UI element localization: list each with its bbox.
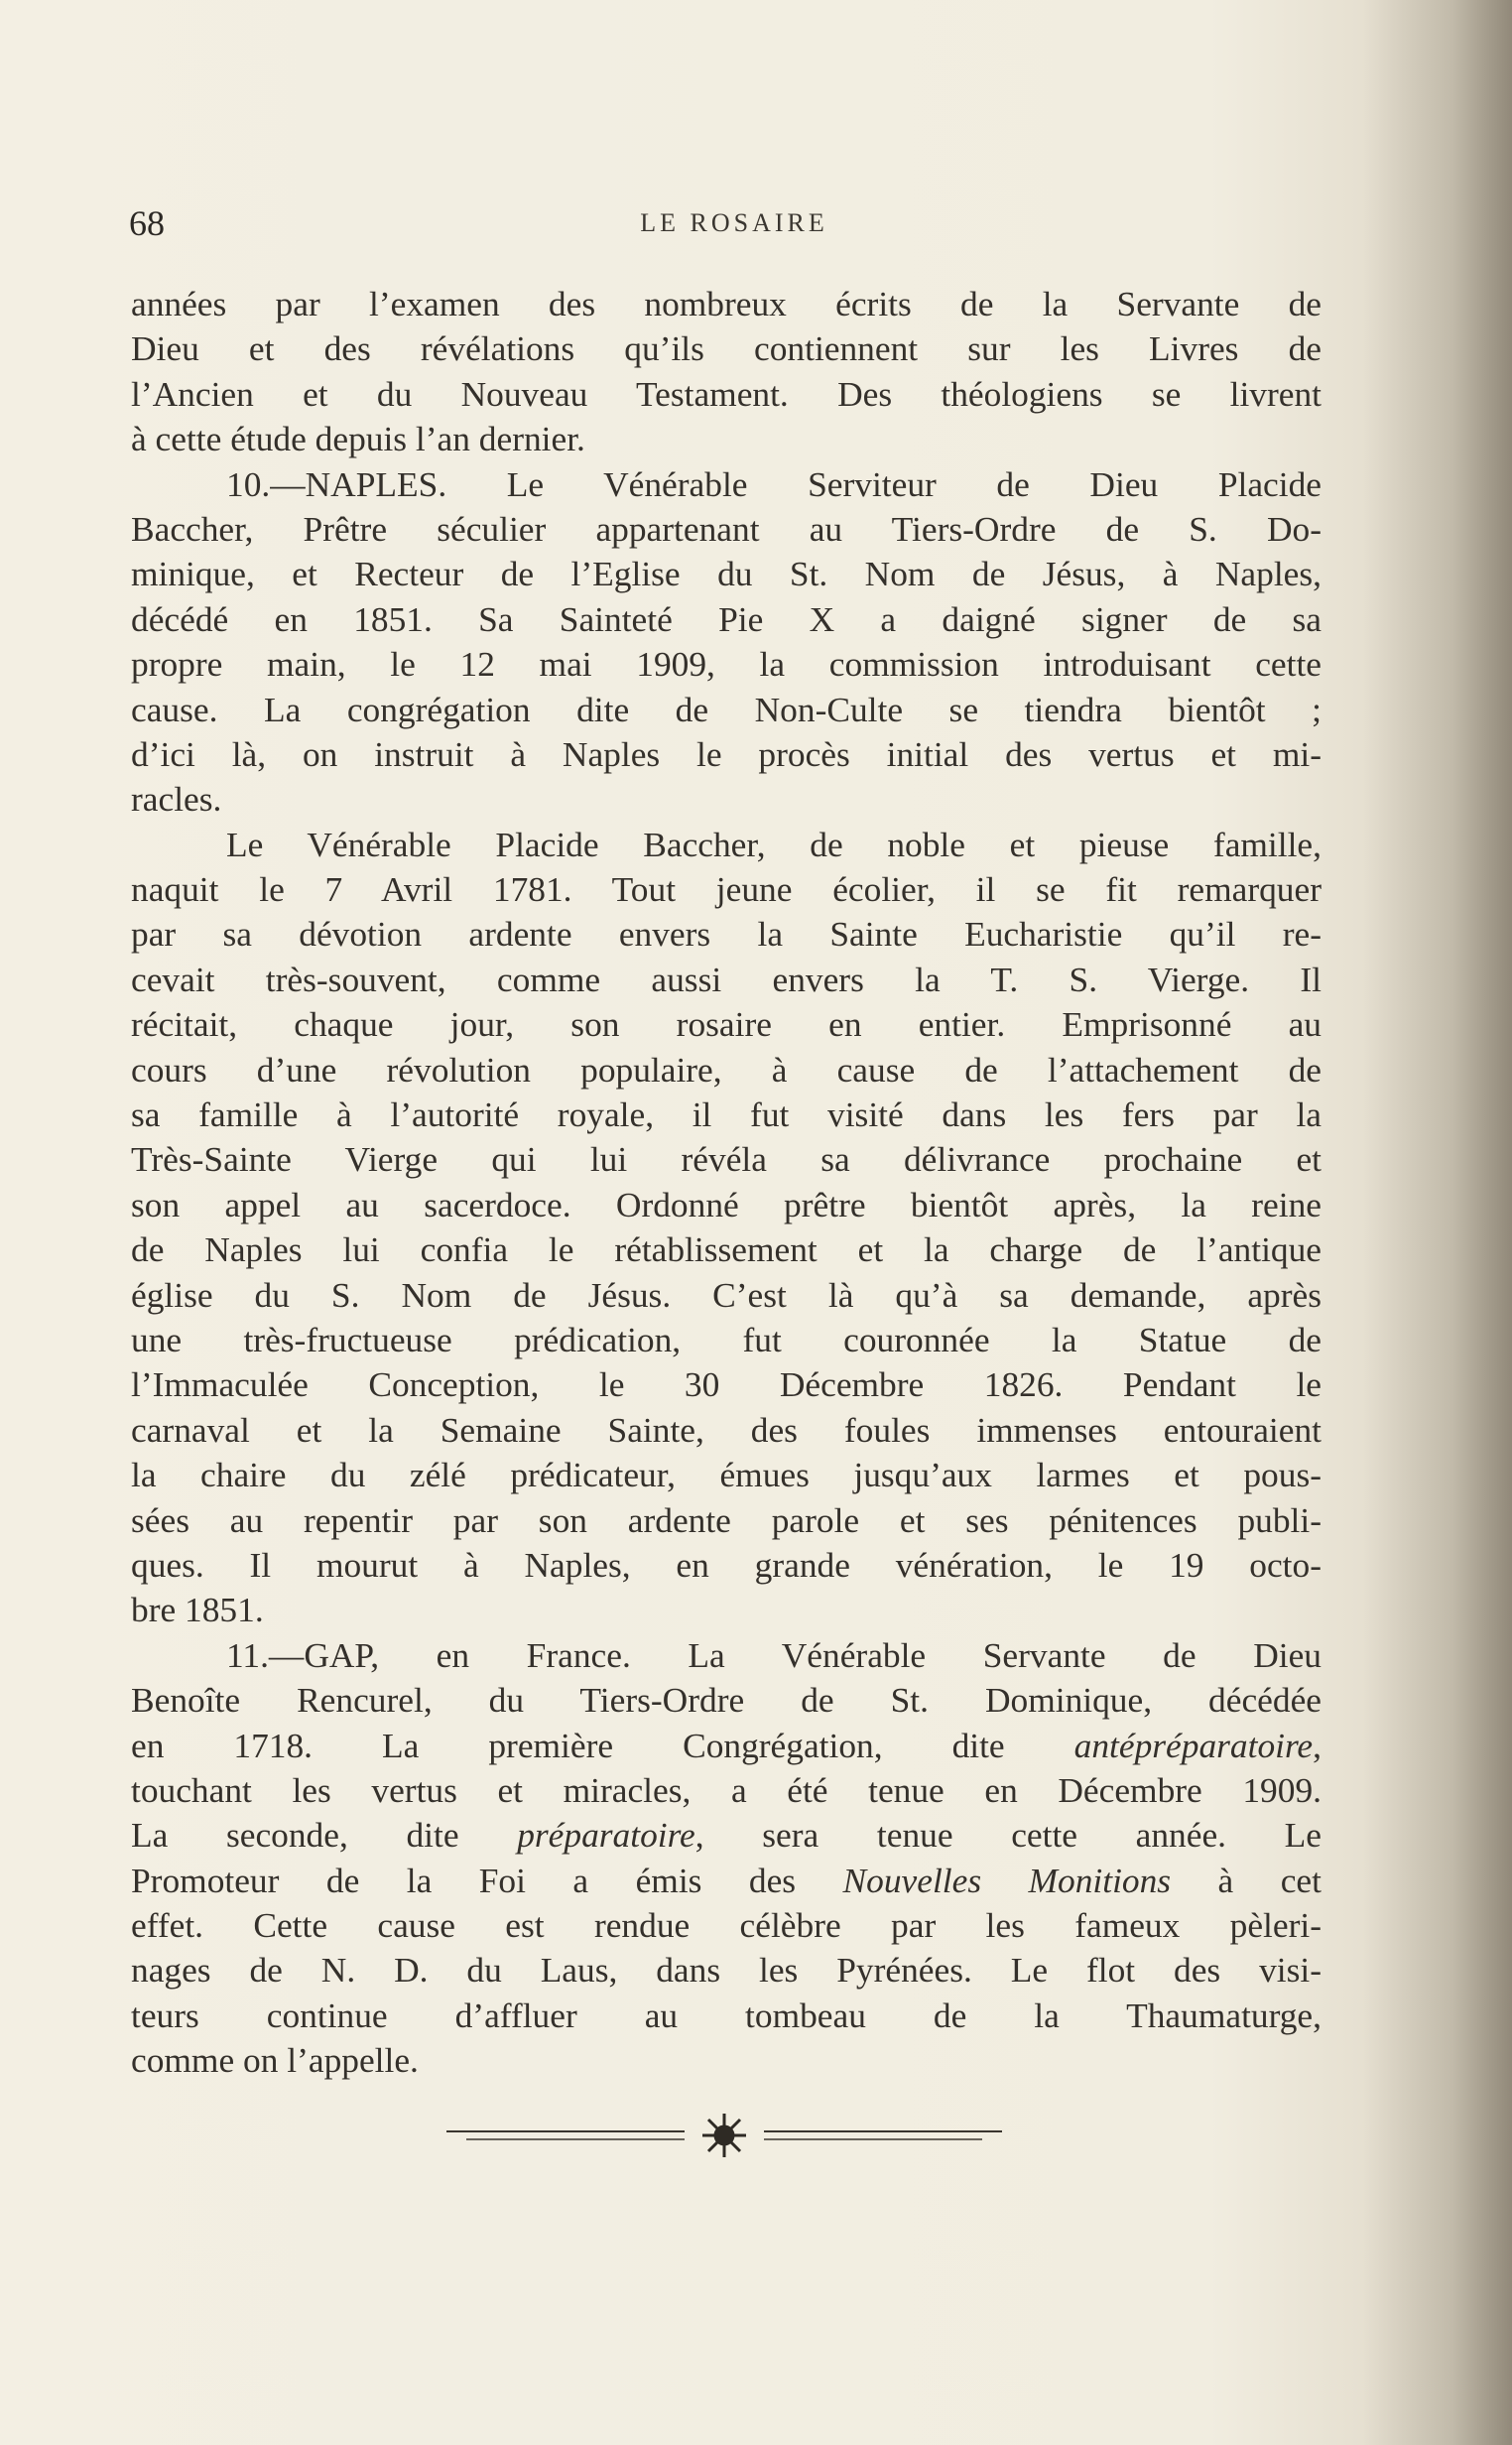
italic-term: antépréparatoire [1073, 1725, 1314, 1765]
text-line: son appel au sacerdoce. Ordonné prêtre bientôt après, la reine [131, 1184, 1322, 1224]
paragraph-start-naples: 10.—NAPLES. Le Vénérable Serviteur de Dieu Placide [226, 463, 1322, 504]
running-title: LE ROSAIRE [640, 208, 828, 237]
text-line: Baccher, Prêtre séculier appartenant au Tiers-Ordre de S. Do- [131, 508, 1322, 549]
text-line: nages de N. D. du Laus, dans les Pyrénées. Le flot des visi- [131, 1950, 1322, 1991]
text-line: sées au repentir par son ardente parole et ses pénitences publi- [131, 1499, 1322, 1540]
text-line: années par l’examen des nombreux écrits de la Servante de [131, 284, 1322, 323]
text-line: la chaire du zélé prédicateur, émues jusqu’aux larmes et pous- [131, 1455, 1322, 1495]
text-line: cours d’une révolution populaire, à cause de l’attachement de [131, 1049, 1322, 1090]
text-line: minique, et Recteur de l’Eglise du St. Nom de Jésus, à Naples, [131, 554, 1322, 594]
text-line: Benoîte Rencurel, du Tiers-Ordre de St. Dominique, décédée [131, 1680, 1322, 1721]
text-line: une très-fructueuse prédication, fut couronnée la Statue de [131, 1319, 1322, 1359]
text-line: en 1718. La première Congrégation, dite antépréparatoire, [131, 1725, 1322, 1765]
text-line: propre main, le 12 mai 1909, la commission introduisant cette [131, 644, 1322, 685]
text-line: à cette étude depuis l’an dernier. [131, 419, 585, 459]
text-line: par sa dévotion ardente envers la Sainte Eucharistie qu’il re- [131, 914, 1322, 955]
text-line: sa famille à l’autorité royale, il fut visité dans les fers par la [131, 1094, 1322, 1135]
paragraph-start-baccher: Le Vénérable Placide Baccher, de noble et pieuse famille, [226, 824, 1322, 864]
text-line: effet. Cette cause est rendue célèbre par les fameux pèleri- [131, 1905, 1322, 1946]
body-text [131, 282, 1322, 2084]
paragraph-start-gap: 11.—GAP, en France. La Vénérable Servante de Dieu [226, 1634, 1322, 1675]
page-header [129, 202, 1339, 250]
text-line: récitait, chaque jour, son rosaire en entier. Emprisonné au [131, 1004, 1322, 1045]
text-line: Très-Sainte Vierge qui lui révéla sa délivrance prochaine et [131, 1139, 1322, 1180]
text-line: église du S. Nom de Jésus. C’est là qu’à sa demande, après [131, 1274, 1322, 1315]
section-end-ornament [437, 2110, 1012, 2159]
page-gutter-shadow [1363, 0, 1512, 2445]
text-line: bre 1851. [131, 1590, 264, 1630]
text-line: carnaval et la Semaine Sainte, des foules immenses entouraient [131, 1409, 1322, 1450]
text-line: La seconde, dite préparatoire, sera tenue cette année. Le [131, 1815, 1322, 1856]
text-line: cevait très-souvent, comme aussi envers la T. S. Vierge. Il [131, 959, 1322, 999]
text-line: comme on l’appelle. [131, 2040, 419, 2081]
text-line: touchant les vertus et miracles, a été tenue en Décembre 1909. [131, 1769, 1322, 1810]
text-line: cause. La congrégation dite de Non-Culte se tiendra bientôt ; [131, 689, 1322, 729]
text-line: d’ici là, on instruit à Naples le procès initial des vertus et mi- [131, 733, 1322, 774]
text-line: Dieu et des révélations qu’ils contiennent sur les Livres de [131, 328, 1322, 369]
text-line: racles. [131, 779, 222, 820]
italic-term: Nouvelles Monitions [842, 1860, 1172, 1900]
text-line: l’Ancien et du Nouveau Testament. Des théologiens se livrent [131, 373, 1322, 414]
text-line: Promoteur de la Foi a émis des Nouvelles Monitions à cet [131, 1860, 1322, 1900]
text-line: de Naples lui confia le rétablissement et la charge de l’antique [131, 1229, 1322, 1270]
text-line: teurs continue d’affluer au tombeau de la Thaumaturge, [131, 1995, 1322, 2035]
text-line: l’Immaculée Conception, le 30 Décembre 1826. Pendant le [131, 1364, 1322, 1405]
page-number: 68 [129, 203, 165, 243]
text-line: décédé en 1851. Sa Sainteté Pie X a daigné signer de sa [131, 598, 1322, 639]
text-line: ques. Il mourut à Naples, en grande vénération, le 19 octo- [131, 1544, 1322, 1585]
text-line: naquit le 7 Avril 1781. Tout jeune écolier, il se fit remarquer [131, 869, 1322, 910]
italic-term: préparatoire [517, 1815, 695, 1856]
